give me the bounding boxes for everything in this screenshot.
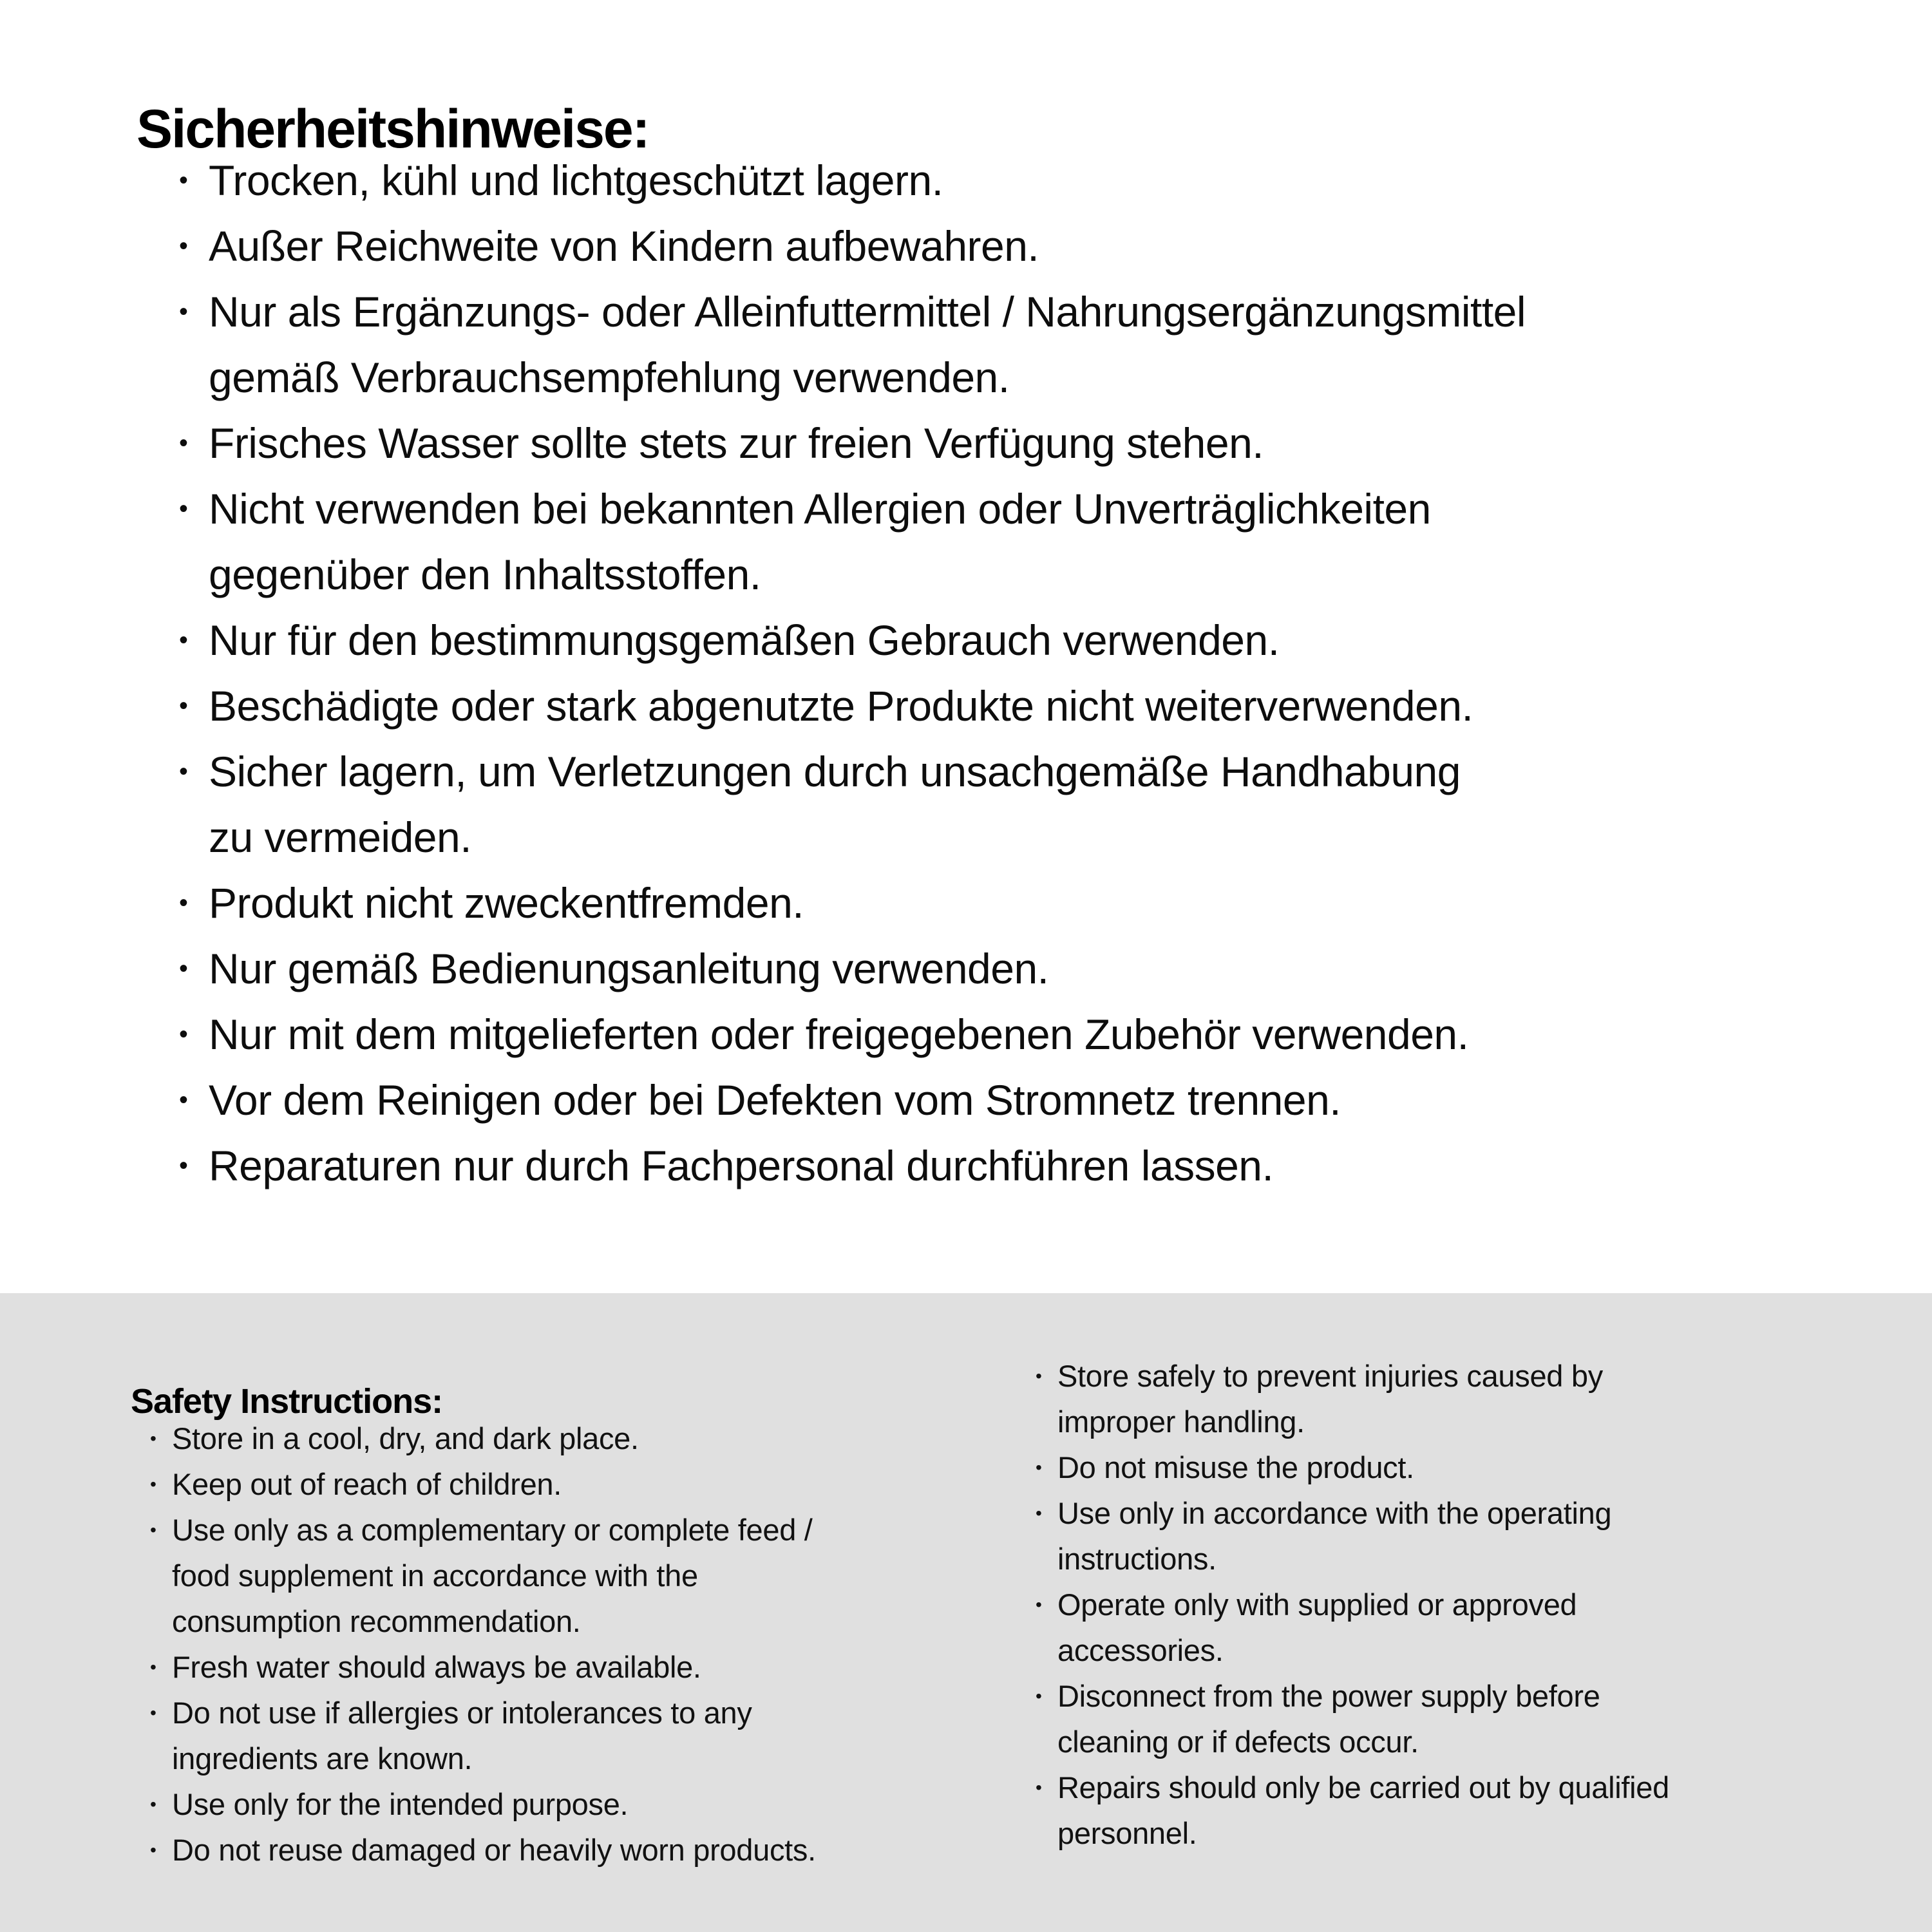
bullet-dot: • [179, 1020, 188, 1048]
bullet-dot: • [179, 429, 188, 457]
list-item [150, 1827, 1013, 1873]
line-text: Nur gemäß Bedienungsanleitung verwenden. [209, 945, 1049, 992]
line-text: ingredients are known. [172, 1741, 473, 1776]
line-text: improper handling. [1057, 1405, 1305, 1439]
bullet-line [1036, 1765, 1911, 1810]
line-text: Use only for the intended purpose. [172, 1787, 629, 1821]
line-text: Trocken, kühl und lichtgeschützt lagern. [209, 156, 943, 204]
german-bullet-list [179, 147, 1866, 1198]
bullet-dot: • [179, 626, 188, 654]
line-text: food supplement in accordance with the [172, 1558, 698, 1593]
bullet-line [179, 739, 1866, 804]
bullet-line [1036, 1444, 1911, 1490]
line-text: Operate only with supplied or approved [1057, 1587, 1577, 1622]
bullet-line [150, 1416, 1013, 1461]
bullet-dot: • [179, 1151, 188, 1180]
line-text: Keep out of reach of children. [172, 1467, 562, 1501]
bullet-dot: • [150, 1473, 156, 1494]
bullet-dot: • [179, 166, 188, 194]
bullet-dot: • [150, 1839, 156, 1860]
line-text: Frisches Wasser sollte stets zur freien Verfügung stehen. [209, 419, 1264, 467]
line-text: instructions. [1057, 1542, 1217, 1576]
bullet-line [150, 1690, 1013, 1736]
line-text: accessories. [1057, 1633, 1224, 1667]
bullet-dot: • [150, 1702, 156, 1723]
wrapped-line [1036, 1810, 1911, 1856]
bullet-line [179, 870, 1866, 936]
english-bullet-list-left-column [150, 1416, 1013, 1873]
list-item [179, 870, 1866, 936]
bullet-dot: • [150, 1794, 156, 1814]
wrapped-line [179, 345, 1866, 410]
list-item [179, 279, 1866, 410]
line-text: Nicht verwenden bei bekannten Allergien oder Unverträglichkeiten [209, 485, 1431, 533]
line-text: Fresh water should always be available. [172, 1650, 701, 1684]
line-text: Vor dem Reinigen oder bei Defekten vom Stromnetz trennen. [209, 1076, 1341, 1124]
list-item [179, 1067, 1866, 1133]
list-item [150, 1416, 1013, 1461]
bullet-dot: • [179, 954, 188, 983]
bullet-line [179, 673, 1866, 739]
wrapped-line [1036, 1399, 1911, 1444]
line-text: Do not reuse damaged or heavily worn products. [172, 1833, 816, 1867]
wrapped-line [1036, 1719, 1911, 1765]
line-text: Nur als Ergänzungs- oder Alleinfuttermittel / Nahrungsergänzungsmittel [209, 288, 1526, 336]
bullet-dot: • [1036, 1365, 1042, 1386]
bullet-line [179, 476, 1866, 542]
bullet-line [179, 213, 1866, 279]
bullet-dot: • [1036, 1457, 1042, 1477]
bullet-dot: • [1036, 1777, 1042, 1797]
bullet-dot: • [179, 495, 188, 523]
bullet-line [179, 410, 1866, 476]
line-text: Nur für den bestimmungsgemäßen Gebrauch verwenden. [209, 616, 1280, 664]
line-text: Sicher lagern, um Verletzungen durch unsachgemäße Handhabung [209, 748, 1461, 795]
list-item [150, 1690, 1013, 1781]
bullet-line [150, 1507, 1013, 1553]
bullet-dot: • [150, 1428, 156, 1448]
line-text: Beschädigte oder stark abgenutzte Produkte nicht weiterverwenden. [209, 682, 1473, 730]
wrapped-line [1036, 1627, 1911, 1673]
line-text: personnel. [1057, 1816, 1197, 1850]
bullet-line [179, 1067, 1866, 1133]
list-item [150, 1461, 1013, 1507]
german-heading: Sicherheitshinweise: [137, 99, 649, 160]
list-item [179, 213, 1866, 279]
line-text: Use only in accordance with the operating [1057, 1496, 1612, 1530]
line-text: zu vermeiden. [209, 813, 472, 861]
wrapped-line [150, 1553, 1013, 1598]
line-text: Disconnect from the power supply before [1057, 1679, 1600, 1713]
bullet-line [1036, 1673, 1911, 1719]
wrapped-line [150, 1598, 1013, 1644]
list-item [179, 410, 1866, 476]
bullet-line [179, 607, 1866, 673]
line-text: Store safely to prevent injuries caused by [1057, 1359, 1603, 1393]
wrapped-line [1036, 1536, 1911, 1582]
bullet-line [1036, 1582, 1911, 1627]
wrapped-line [150, 1736, 1013, 1781]
bullet-dot: • [1036, 1685, 1042, 1706]
bullet-dot: • [150, 1656, 156, 1677]
wrapped-line [179, 542, 1866, 607]
list-item [179, 147, 1866, 213]
line-text: Nur mit dem mitgelieferten oder freigegebenen Zubehör verwenden. [209, 1010, 1469, 1058]
list-item [1036, 1673, 1911, 1765]
line-text: gemäß Verbrauchsempfehlung verwenden. [209, 354, 1010, 401]
bullet-dot: • [1036, 1594, 1042, 1615]
line-text: consumption recommendation. [172, 1604, 581, 1638]
list-item [1036, 1582, 1911, 1673]
bullet-dot: • [179, 1086, 188, 1114]
list-item [179, 1133, 1866, 1198]
list-item [179, 739, 1866, 870]
bullet-dot: • [150, 1519, 156, 1540]
bullet-line [179, 279, 1866, 345]
bullet-line [150, 1827, 1013, 1873]
english-bullet-list-right-column [1036, 1353, 1911, 1856]
list-item [179, 1001, 1866, 1067]
bullet-dot: • [179, 298, 188, 326]
bullet-line [150, 1461, 1013, 1507]
list-item [150, 1644, 1013, 1690]
bullet-dot: • [1036, 1502, 1042, 1523]
bullet-line [179, 147, 1866, 213]
list-item [179, 476, 1866, 607]
bullet-line [1036, 1353, 1911, 1399]
list-item [1036, 1765, 1911, 1856]
line-text: Repairs should only be carried out by qualified [1057, 1770, 1669, 1804]
wrapped-line [179, 804, 1866, 870]
list-item [1036, 1353, 1911, 1444]
line-text: Do not misuse the product. [1057, 1450, 1414, 1484]
bullet-line [179, 1133, 1866, 1198]
line-text: Produkt nicht zweckentfremden. [209, 879, 804, 927]
line-text: Use only as a complementary or complete feed / [172, 1513, 813, 1547]
line-text: cleaning or if defects occur. [1057, 1725, 1419, 1759]
list-item [150, 1781, 1013, 1827]
bullet-dot: • [179, 757, 188, 786]
line-text: Do not use if allergies or intolerances to any [172, 1696, 752, 1730]
bullet-dot: • [179, 692, 188, 720]
list-item [1036, 1444, 1911, 1490]
list-item [179, 936, 1866, 1001]
english-heading: Safety Instructions: [131, 1381, 443, 1421]
line-text: gegenüber den Inhaltsstoffen. [209, 551, 761, 598]
bullet-line [179, 1001, 1866, 1067]
line-text: Außer Reichweite von Kindern aufbewahren. [209, 222, 1039, 270]
bullet-line [150, 1781, 1013, 1827]
bullet-line [179, 936, 1866, 1001]
bullet-line [150, 1644, 1013, 1690]
list-item [150, 1507, 1013, 1644]
bullet-dot: • [179, 889, 188, 917]
list-item [179, 673, 1866, 739]
line-text: Reparaturen nur durch Fachpersonal durchführen lassen. [209, 1142, 1274, 1189]
line-text: Store in a cool, dry, and dark place. [172, 1421, 639, 1455]
list-item [179, 607, 1866, 673]
list-item [1036, 1490, 1911, 1582]
bullet-dot: • [179, 232, 188, 260]
bullet-line [1036, 1490, 1911, 1536]
